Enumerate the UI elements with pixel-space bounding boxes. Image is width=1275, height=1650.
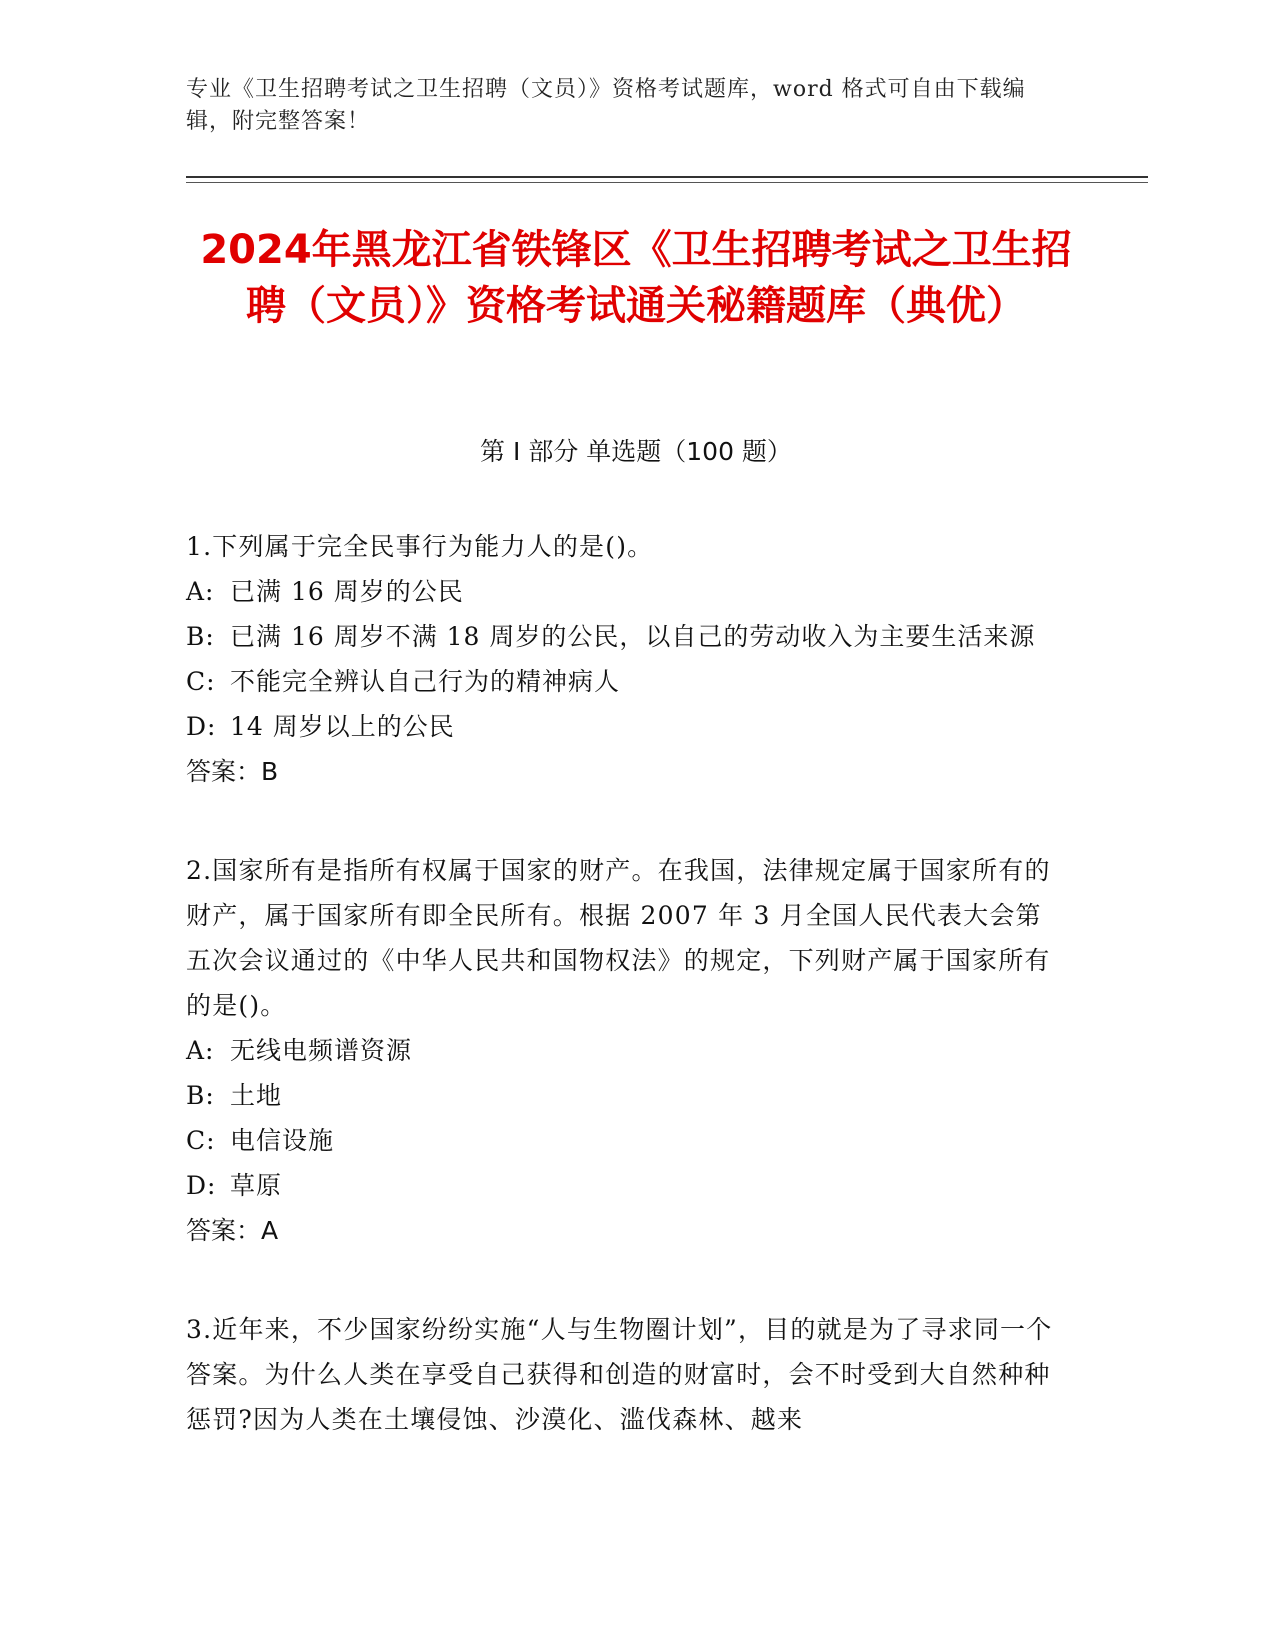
- option-c: [186, 1118, 1066, 1163]
- option-c: [186, 659, 1066, 704]
- option-a: [186, 569, 1066, 614]
- option-a: [186, 1028, 1066, 1073]
- question-3: [186, 1307, 1066, 1442]
- option-text: 14 周岁以上的公民: [230, 712, 455, 741]
- answer-value: A: [261, 1216, 279, 1245]
- option-key: B:: [186, 1081, 215, 1110]
- option-key: A:: [186, 1036, 215, 1065]
- answer-label: 答案：: [186, 757, 262, 786]
- option-key: B:: [186, 622, 215, 651]
- option-key: A:: [186, 577, 215, 606]
- answer-value: B: [261, 757, 279, 786]
- option-text: 无线电频谱资源: [230, 1036, 413, 1065]
- answer-line: [186, 1208, 1066, 1253]
- option-text: 土地: [230, 1081, 283, 1110]
- answer-label: 答案：: [186, 1216, 262, 1245]
- option-key: D:: [186, 1171, 217, 1200]
- document-title: 2024年黑龙江省铁锋区《卫生招聘考试之卫生招聘（文员）》资格考试通关秘籍题库（典优）: [200, 227, 1072, 329]
- answer-line: [186, 749, 1066, 794]
- header-divider-thin: [186, 182, 1148, 183]
- option-b: [186, 1073, 1066, 1118]
- question-1: [186, 524, 1066, 794]
- option-text: 电信设施: [230, 1126, 335, 1155]
- option-text: 草原: [230, 1171, 283, 1200]
- question-2: [186, 848, 1066, 1253]
- option-key: D:: [186, 712, 217, 741]
- option-text: 已满 16 周岁不满 18 周岁的公民，以自己的劳动收入为主要生活来源: [230, 622, 1036, 651]
- question-list: [186, 524, 1066, 1496]
- option-text: 已满 16 周岁的公民: [230, 577, 464, 606]
- header-divider-thick: [186, 176, 1148, 178]
- option-b: [186, 614, 1066, 659]
- option-key: C:: [186, 1126, 216, 1155]
- option-d: [186, 704, 1066, 749]
- option-key: C:: [186, 667, 216, 696]
- question-stem: 2.国家所有是指所有权属于国家的财产。在我国，法律规定属于国家所有的财产，属于国家所有即全民所有。根据 2007 年 3 月全国人民代表大会第五次会议通过的《中华人民共和国物权法》的规定，下列财产属于国家所有的是()。: [186, 856, 1051, 1020]
- question-stem: 1.下列属于完全民事行为能力人的是()。: [186, 532, 654, 561]
- section-title: 第 I 部分 单选题（100 题）: [480, 437, 792, 466]
- header-note: 专业《卫生招聘考试之卫生招聘（文员）》资格考试题库，word 格式可自由下载编辑，附完整答案！: [186, 77, 1026, 134]
- question-stem: 3.近年来，不少国家纷纷实施“人与生物圈计划”，目的就是为了寻求同一个答案。为什么人类在享受自己获得和创造的财富时，会不时受到大自然种种惩罚?因为人类在土壤侵蚀、沙漠化、滥伐森林、越来: [186, 1315, 1053, 1434]
- option-text: 不能完全辨认自己行为的精神病人: [230, 667, 621, 696]
- option-d: [186, 1163, 1066, 1208]
